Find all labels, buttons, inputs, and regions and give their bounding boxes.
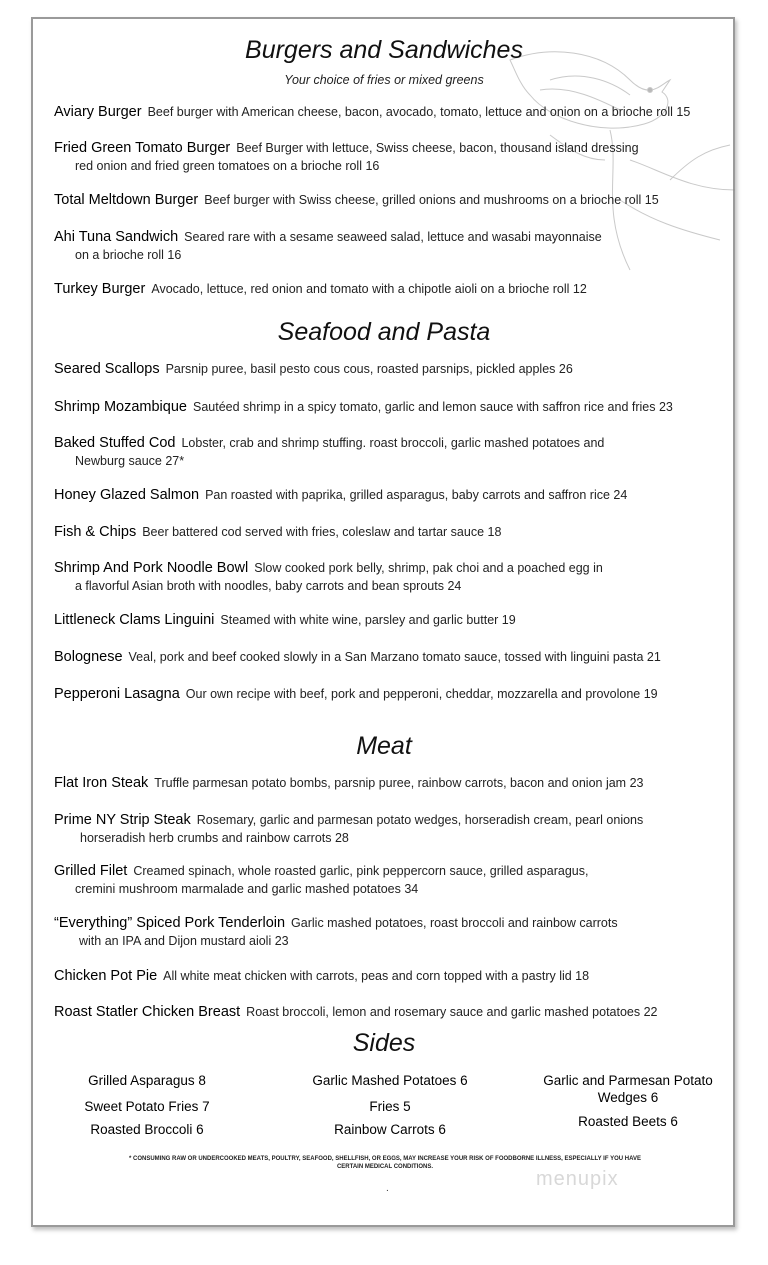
item-desc: All white meat chicken with carrots, peas and corn topped with a pastry lid 18 [163,969,590,983]
item-desc: Sautéed shrimp in a spicy tomato, garlic and lemon sauce with saffron rice and fries 23 [192,400,673,414]
menu-item [54,914,754,950]
menu-item [54,228,754,264]
item-name: Baked Stuffed Cod [54,435,176,451]
item-name: Bolognese [54,649,123,665]
menu-item [54,434,754,470]
item-desc-cont: Newburg sauce 27* [75,454,185,468]
item-desc: Lobster, crab and shrimp stuffing. roast broccoli, garlic mashed potatoes and [181,436,605,450]
item-desc: Slow cooked pork belly, shrimp, pak choi and a poached egg in [254,561,603,575]
item-desc: Roast broccoli, lemon and rosemary sauce and garlic mashed potatoes 22 [246,1005,658,1019]
item-desc: Our own recipe with beef, pork and pepperoni, cheddar, mozzarella and provolone 19 [185,687,658,701]
item-desc: Beef burger with American cheese, bacon, avocado, tomato, lettuce and onion on a brioche roll 15 [147,105,691,119]
side-item: Roasted Beets 6 [578,1114,678,1129]
side-item: Garlic Mashed Potatoes 6 [312,1073,468,1088]
side-item: Rainbow Carrots 6 [334,1122,446,1137]
item-name: Aviary Burger [54,104,142,120]
disclaimer: * CONSUMING RAW OR UNDERCOOKED MEATS, POULTRY, SEAFOOD, SHELLFISH, OR EGGS, MAY INCREASE YOUR RISK OF FOODBORNE ILLNESS, ESPECIALLY IF YOU HAVE CERTAIN MEDICAL CONDITIONS. [129,1156,641,1170]
side-item: Garlic and Parmesan Potato Wedges 6 [543,1073,713,1105]
menu-item [54,862,754,898]
item-desc-cont: red onion and fried green tomatoes on a brioche roll 16 [75,159,380,173]
menu-item [54,648,754,666]
item-name: Pepperoni Lasagna [54,686,180,702]
item-name: Chicken Pot Pie [54,968,158,984]
item-desc: Seared rare with a sesame seaweed salad, lettuce and wasabi mayonnaise [184,230,602,244]
section-subtitle-burgers: Your choice of fries or mixed greens [284,73,484,87]
menu-item [54,103,754,121]
menu-item [54,559,754,595]
item-name: Roast Statler Chicken Breast [54,1004,241,1020]
item-desc: Creamed spinach, whole roasted garlic, pink peppercorn sauce, grilled asparagus, [133,864,589,878]
item-name: “Everything” Spiced Pork Tenderloin [54,915,286,931]
menu-item [54,611,754,629]
menu-item [54,360,754,378]
menu-item [54,139,754,175]
item-desc: Rosemary, garlic and parmesan potato wedges, horseradish cream, pearl onions [196,813,644,827]
item-desc: Beer battered cod served with fries, coleslaw and tartar sauce 18 [142,525,502,539]
item-desc-cont: on a brioche roll 16 [75,248,182,262]
menu-item [54,523,754,541]
item-desc: Truffle parmesan potato bombs, parsnip puree, rainbow carrots, bacon and onion jam 23 [154,776,644,790]
item-name: Ahi Tuna Sandwich [54,229,179,245]
menu-item [54,191,754,209]
side-item: Fries 5 [369,1099,411,1114]
item-name: Honey Glazed Salmon [54,487,200,503]
item-name: Flat Iron Steak [54,775,149,791]
menu-item [54,398,754,416]
menu-item [54,967,754,985]
menu-item [54,280,754,298]
menu-item [54,1003,754,1021]
footer-mark: . [386,1183,389,1194]
item-name: Total Meltdown Burger [54,192,199,208]
menu-item [54,685,754,703]
item-name: Prime NY Strip Steak [54,812,191,828]
item-desc: Garlic mashed potatoes, roast broccoli and rainbow carrots [291,916,618,930]
section-title-burgers: Burgers and Sandwiches [245,36,523,64]
item-name: Shrimp Mozambique [54,399,187,415]
side-item: Sweet Potato Fries 7 [84,1099,210,1114]
item-name: Grilled Filet [54,863,128,879]
watermark: menupix [536,1168,619,1190]
menu-item [54,774,754,792]
item-desc: Avocado, lettuce, red onion and tomato with a chipotle aioli on a brioche roll 12 [151,282,587,296]
menu-item [54,486,754,504]
item-desc: Pan roasted with paprika, grilled asparagus, baby carrots and saffron rice 24 [205,488,628,502]
item-desc: Beef Burger with lettuce, Swiss cheese, bacon, thousand island dressing [236,141,639,155]
section-title-meat: Meat [356,732,412,760]
item-desc: Veal, pork and beef cooked slowly in a San Marzano tomato sauce, tossed with linguini pasta 21 [128,650,661,664]
side-item: Grilled Asparagus 8 [88,1073,206,1088]
item-desc: Steamed with white wine, parsley and garlic butter 19 [220,613,516,627]
item-desc: Parsnip puree, basil pesto cous cous, roasted parsnips, pickled apples 26 [165,362,573,376]
item-name: Littleneck Clams Linguini [54,612,215,628]
item-desc-cont: a flavorful Asian broth with noodles, baby carrots and bean sprouts 24 [75,579,462,593]
item-name: Shrimp And Pork Noodle Bowl [54,560,249,576]
item-name: Fried Green Tomato Burger [54,140,231,156]
item-desc-cont: with an IPA and Dijon mustard aioli 23 [79,934,289,948]
item-name: Seared Scallops [54,361,160,377]
side-item: Roasted Broccoli 6 [90,1122,204,1137]
section-title-seafood: Seafood and Pasta [277,318,491,346]
item-desc: Beef burger with Swiss cheese, grilled onions and mushrooms on a brioche roll 15 [204,193,659,207]
menu-item [54,811,754,847]
item-desc-cont: horseradish herb crumbs and rainbow carrots 28 [80,831,349,845]
item-name: Turkey Burger [54,281,146,297]
item-desc-cont: cremini mushroom marmalade and garlic mashed potatoes 34 [75,882,419,896]
item-name: Fish & Chips [54,524,137,540]
section-title-sides: Sides [352,1029,416,1057]
